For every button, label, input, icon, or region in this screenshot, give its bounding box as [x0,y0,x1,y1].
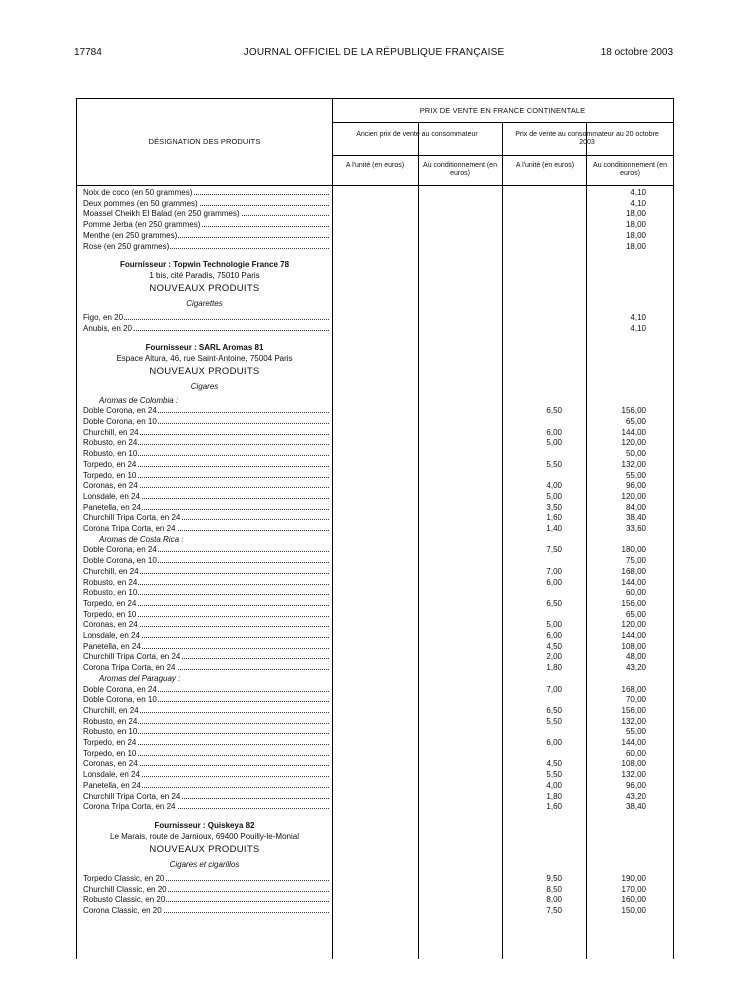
product-name [83,448,329,459]
package-price: 96,00 [625,780,646,790]
table-row [77,230,673,241]
package-price: 50,00 [625,449,646,459]
table-row [77,705,673,716]
journal-title: JOURNAL OFFICIEL DE LA RÉPUBLIQUE FRANÇAISE [243,47,505,58]
table-row [77,416,673,427]
unit-price: 4,50 [546,759,562,769]
table-row [77,427,673,438]
product-name-text: Anubis, en 20 [83,323,132,333]
unit-price: 6,50 [546,406,562,416]
product-name [83,427,329,438]
package-price: 48,00 [625,652,646,662]
category-title: Cigares [190,381,219,391]
product-name [83,716,329,727]
product-name [83,512,329,523]
product-name-text: Doble Corona, en 24 [83,545,157,555]
table-row [77,187,673,198]
product-name [83,219,329,230]
product-name-text: Doble Corona, en 10 [83,695,157,705]
product-name [83,894,329,905]
product-name [83,684,329,695]
product-name-text: Coronas, en 24 [83,759,138,769]
section-title: NOUVEAUX PRODUITS [149,283,260,295]
product-name [83,187,329,198]
product-name [83,555,329,566]
product-name-text: Churchill, en 24 [83,566,139,576]
product-name [83,566,329,577]
product-name-text: Doble Corona, en 10 [83,417,157,426]
product-name-text: Deux pommes (en 50 grammes) [83,198,198,208]
table-row [77,873,673,884]
table-row [77,748,673,759]
origin-subheading: Aromas del Paraguay : [99,673,181,683]
product-name [83,619,329,630]
table-row [77,470,673,481]
table-row [77,198,673,209]
table-row [77,566,673,577]
table-row [77,651,673,662]
product-name-text: Coronas, en 24 [83,620,138,630]
unit-price: 4,00 [546,481,562,491]
header-divider [332,122,673,123]
origin-subheading: Aromas de Costa Rica : [99,534,184,544]
product-name-text: Torpedo, en 24 [83,459,137,469]
table-row [77,884,673,895]
supplier-address: Le Marais, route de Jarnioux, 69400 Pouilly-le-Monial [110,831,299,841]
product-name-text: Noix de coco (en 50 grammes) [83,188,193,197]
unit-price: 6,00 [546,577,562,587]
new-unit-header: A l'unité (en euros) [515,162,575,169]
header-bottom-line [77,185,673,186]
product-name-text: Pomme Jerba (en 250 grammes) [83,220,201,230]
old-unit-header: A l'unité (en euros) [345,162,405,169]
table-row [77,512,673,523]
product-name [83,651,329,662]
package-price: 120,00 [621,620,646,630]
product-name [83,737,329,748]
table-row [77,323,673,334]
table-row [77,684,673,695]
unit-price: 6,50 [546,598,562,608]
unit-price: 4,00 [546,780,562,790]
unit-price: 8,00 [546,895,562,905]
package-price: 156,00 [621,406,646,416]
product-name [83,641,329,652]
table-row [77,780,673,791]
package-price: 18,00 [625,230,646,240]
package-price: 4,10 [630,313,646,323]
supplier-address: Espace Altura, 46, rue Saint-Antoine, 75004 Paris [116,353,293,363]
table-row [77,523,673,534]
product-name [83,694,329,705]
product-name [83,609,329,620]
product-name-text: Robusto, en 10 [83,588,138,598]
product-name [83,726,329,737]
table-row [77,544,673,555]
package-price: 38,40 [625,513,646,523]
product-name [83,577,329,588]
product-name [83,780,329,791]
product-name-text: Moassel Cheikh El Balad (en 250 grammes) [83,209,240,219]
product-name [83,491,329,502]
package-price: 65,00 [625,417,646,426]
product-name [83,873,329,884]
table-row [77,405,673,416]
product-name [83,198,329,209]
product-name [83,748,329,759]
product-name [83,758,329,769]
old-cond-header: Au conditionnement (en euros) [423,162,497,177]
product-name-text: Churchill, en 24 [83,427,139,437]
product-name [83,230,329,241]
unit-price: 2,00 [546,652,562,662]
product-name [83,801,329,812]
table-row [77,480,673,491]
table-row [77,448,673,459]
product-name [83,705,329,716]
package-price: 60,00 [625,588,646,598]
table-row [77,619,673,630]
package-price: 38,40 [625,802,646,812]
unit-price: 6,00 [546,738,562,747]
package-price: 108,00 [621,641,646,651]
package-price: 108,00 [621,759,646,769]
price-group-header: PRIX DE VENTE EN FRANCE CONTINENTALE [419,106,586,115]
product-name [83,905,329,916]
table-row [77,491,673,502]
table-row [77,437,673,448]
product-name [83,544,329,555]
product-name-text: Doble Corona, en 10 [83,556,157,566]
product-name [83,459,329,470]
product-name [83,208,329,219]
package-price: 144,00 [621,631,646,640]
product-name-text: Lonsdale, en 24 [83,770,140,780]
product-name-text: Corona Tripa Corta, en 24 [83,802,176,812]
package-price: 18,00 [625,241,646,251]
package-price: 18,00 [625,220,646,230]
unit-price: 5,00 [546,620,562,630]
package-price: 75,00 [625,556,646,566]
package-price: 4,10 [630,188,646,197]
product-name [83,587,329,598]
product-name-text: Rose (en 250 grammes) [83,241,170,251]
product-name-text: Robusto, en 24 [83,438,138,448]
product-name [83,480,329,491]
product-name [83,437,329,448]
product-name-text: Torpedo, en 10 [83,470,137,480]
product-name-text: Doble Corona, en 24 [83,684,157,694]
product-name-text: Torpedo Classic, en 20 [83,873,165,883]
package-price: 170,00 [621,884,646,894]
product-name-text: Panetella, en 24 [83,502,141,512]
product-name [83,416,329,427]
table-row [77,502,673,513]
package-price: 70,00 [625,695,646,705]
product-name [83,662,329,673]
product-name-text: Coronas, en 24 [83,481,138,491]
unit-price: 3,50 [546,502,562,512]
publication-date: 18 octobre 2003 [600,47,673,58]
product-name [83,470,329,481]
unit-price: 5,00 [546,438,562,448]
table-row [77,312,673,323]
package-price: 156,00 [621,705,646,715]
package-price: 120,00 [621,438,646,448]
header-divider [332,155,673,156]
table-row [77,641,673,652]
package-price: 65,00 [625,609,646,619]
unit-price: 5,50 [546,459,562,469]
product-name-text: Robusto Classic, en 20 [83,895,166,905]
table-row [77,241,673,252]
product-name [83,791,329,802]
price-table [76,98,674,959]
supplier-name: Fournisseur : Topwin Technologie France 78 [119,260,290,270]
table-row [77,598,673,609]
product-name-text: Corona Tripa Corta, en 24 [83,524,176,533]
supplier-address: 1 bis, cité Paradis, 75010 Paris [149,271,260,281]
table-row [77,630,673,641]
unit-price: 7,00 [546,566,562,576]
unit-price: 1,80 [546,791,562,801]
unit-price: 4,50 [546,641,562,651]
package-price: 55,00 [625,470,646,480]
product-name-text: Robusto, en 10 [83,727,138,737]
product-name [83,323,329,334]
package-price: 144,00 [621,427,646,437]
package-price: 43,20 [625,791,646,801]
package-price: 190,00 [621,873,646,883]
table-row [77,208,673,219]
package-price: 18,00 [625,209,646,219]
table-row [77,587,673,598]
package-price: 120,00 [621,491,646,501]
old-price-header: Ancien prix de vente au consommateur [356,131,478,138]
product-name-text: Torpedo, en 10 [83,609,137,619]
product-name-text: Churchill Classic, en 20 [83,884,167,894]
product-name-text: Robusto, en 24 [83,716,138,726]
product-name-text: Churchill Tripa Corta, en 24 [83,652,181,662]
package-price: 132,00 [621,459,646,469]
product-name-text: Torpedo, en 24 [83,598,137,608]
supplier-name: Fournisseur : SARL Aromas 81 [145,342,264,352]
product-name [83,769,329,780]
product-name-text: Doble Corona, en 24 [83,406,157,416]
unit-price: 8,50 [546,884,562,894]
table-row [77,555,673,566]
package-price: 84,00 [625,502,646,512]
unit-price: 1,60 [546,513,562,523]
origin-subheading: Aromas de Colombia : [99,395,179,405]
product-name [83,241,329,252]
package-price: 4,10 [630,198,646,208]
supplier-name: Fournisseur : Quiskeya 82 [154,820,255,830]
unit-price: 1,80 [546,663,562,673]
package-price: 180,00 [621,545,646,555]
package-price: 55,00 [625,727,646,737]
table-row [77,609,673,620]
package-price: 156,00 [621,598,646,608]
package-price: 43,20 [625,663,646,673]
product-name-text: Corona Tripa Corta, en 24 [83,663,176,673]
table-row [77,716,673,727]
product-name-text: Lonsdale, en 24 [83,491,140,501]
product-name [83,598,329,609]
unit-price: 6,00 [546,631,562,640]
product-name-text: Lonsdale, en 24 [83,631,140,640]
package-price: 96,00 [625,481,646,491]
product-name [83,630,329,641]
package-price: 4,10 [630,323,646,333]
product-name-text: Figo, en 20 [83,313,124,323]
package-price: 160,00 [621,895,646,905]
unit-price: 6,50 [546,705,562,715]
page-number: 17784 [74,47,102,58]
product-name-text: Torpedo, en 24 [83,738,137,747]
category-title: Cigares et cigarillos [169,859,240,869]
unit-price: 7,00 [546,684,562,694]
package-price: 132,00 [621,770,646,780]
product-name-text: Churchill Tripa Corta, en 24 [83,513,181,523]
product-name-text: Churchill Tripa Corta, en 24 [83,791,181,801]
section-title: NOUVEAUX PRODUITS [149,843,260,855]
table-row [77,905,673,916]
table-row [77,791,673,802]
unit-price: 1,60 [546,802,562,812]
package-price: 132,00 [621,716,646,726]
product-name-text: Churchill, en 24 [83,705,139,715]
unit-price: 5,50 [546,716,562,726]
product-name [83,884,329,895]
table-row [77,577,673,588]
unit-price: 9,50 [546,873,562,883]
package-price: 150,00 [621,906,646,915]
section-title: NOUVEAUX PRODUITS [149,365,260,377]
category-title: Cigarettes [186,299,223,309]
table-row [77,662,673,673]
new-price-header: Prix de vente au consommateur au 20 octobre 2003 [515,131,659,146]
table-row [77,459,673,470]
product-name-text: Panetella, en 24 [83,641,141,651]
table-row [77,769,673,780]
table-row [77,894,673,905]
table-row [77,726,673,737]
product-name [83,312,329,323]
table-row [77,758,673,769]
package-price: 33,60 [625,524,646,533]
product-name-text: Torpedo, en 10 [83,748,137,758]
package-price: 168,00 [621,566,646,576]
product-name-text: Menthe (en 250 grammes) [83,230,178,240]
product-name-text: Panetella, en 24 [83,780,141,790]
package-price: 168,00 [621,684,646,694]
unit-price: 7,50 [546,545,562,555]
product-name [83,523,329,534]
unit-price: 1,40 [546,524,562,533]
new-cond-header: Au conditionnement (en euros) [593,162,667,177]
package-price: 144,00 [621,738,646,747]
unit-price: 6,00 [546,427,562,437]
package-price: 60,00 [625,748,646,758]
unit-price: 5,00 [546,491,562,501]
product-name-text: Robusto, en 10 [83,449,138,459]
product-name-text: Robusto, en 24 [83,577,138,587]
unit-price: 7,50 [546,906,562,915]
table-row [77,694,673,705]
product-name-text: Corona Classic, en 20 [83,906,162,915]
table-row [77,801,673,812]
product-name [83,502,329,513]
designation-header: DÉSIGNATION DES PRODUITS [148,137,261,146]
table-row [77,219,673,230]
unit-price: 5,50 [546,770,562,780]
product-name [83,405,329,416]
table-row [77,737,673,748]
package-price: 144,00 [621,577,646,587]
